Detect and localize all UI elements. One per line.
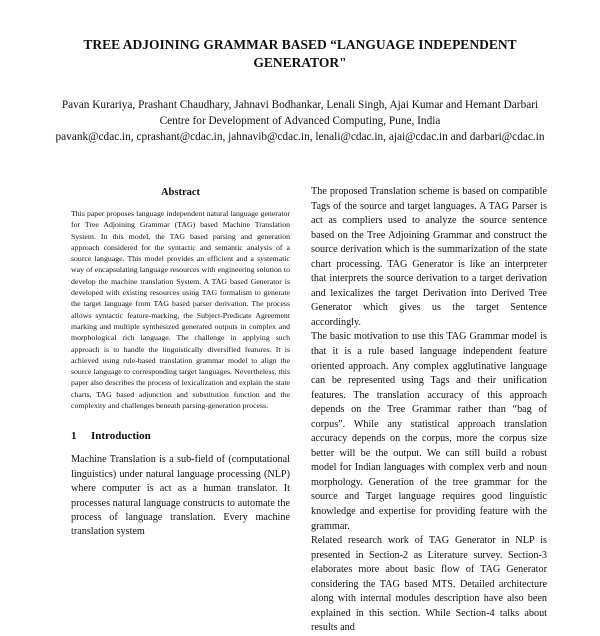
author-emails: pavank@cdac.in, cprashant@cdac.in, jahnavib@cdac.in, lenali@cdac.in, ajai@cdac.in and darbari@cdac.in bbox=[55, 131, 545, 143]
author-block bbox=[10, 97, 590, 145]
author-names: Pavan Kurariya, Prashant Chaudhary, Jahnavi Bodhankar, Lenali Singh, Ajai Kumar and Hemant Darbari bbox=[61, 99, 539, 111]
introduction-heading bbox=[71, 429, 290, 443]
section-title: Introduction bbox=[91, 430, 151, 443]
paragraph-related-work: Related research work of TAG Generator in NLP is presented in Section-2 as Literature survey. Section-3 elaborates more about basic flow of TAG Generator considering the TAG based MTS. Detailed architecture along with internal modules description have also been explained in this section. While Section-4 talks about results and bbox=[311, 535, 547, 634]
left-column bbox=[71, 186, 290, 540]
introduction-body: Machine Translation is a sub-field of (computational linguistics) under natural language processing (NLP) where computer is act as a human translator. It processes natural language constructs to automate the process of language translation. Every machine translation system bbox=[71, 454, 290, 538]
paper-title: TREE ADJOINING GRAMMAR BASED “LANGUAGE INDEPENDENT GENERATOR" bbox=[83, 37, 517, 70]
author-affiliation: Centre for Development of Advanced Computing, Pune, India bbox=[159, 115, 441, 127]
abstract-body: This paper proposes language independent natural language generator for Tree Adjoining Grammar (TAG) based Machine Translation System. In this model, the TAG based parsing and generation approach considered for the syntactic and semantic analysis of a source language. This model provides an efficient and a systematic way of encapsulating language resources with engineering solution to develop the machine translation System. A TAG based Generator is developed with existing resources using TAG formalism to generate the target language from TAG based parser derivation. The process allows syntactic feature-marking, the Subject-Predicate Agreement marking and multiple synthesized generated outputs in complex and morphological rich language. The challenge in applying such approach is to handle the linguistically diversified features. It is achieved using rule-based translation grammar model to align the source language to corresponding target languages. Nevertheless, this paper also describes the process of lexicalization and explain the state charts, TAG based adjunction and substitution function and the complexity and challenges beneath parsing-generation process. bbox=[71, 209, 290, 411]
abstract-heading: Abstract bbox=[160, 187, 201, 198]
paragraph-translation-scheme: The proposed Translation scheme is based on compatible Tags of the source and target languages. A TAG Parser is act as compliers used to analyze the source sentence based on the Tree Adjoining Grammar and construct the source derivation which is the summarization of the state chart processing. TAG Generator is like an interpreter that interprets the source derivation to a target derivation and lexicalizes the target Derivation into Derived Tree Generator which gives us the target Sentence accordingly. bbox=[311, 186, 547, 328]
section-number: 1 bbox=[71, 430, 77, 443]
paragraph-motivation: The basic motivation to use this TAG Grammar model is that it is a rule based language independent feature oriented approach. Any complex agglutinative language can be represented using Tags and their unification features. The translation accuracy of this approach depends on the Tree Grammar rather than “bag of corpus”. While any statistical approach translation accuracy depends on the corpus, more the corpus size better will be the output. We can still build a robust model for Indian languages with complex verb and noun morphology. Generation of the tree grammar for the source and Target language requires good linguistic knowledge and expertise for providing feature with the grammar. bbox=[311, 331, 547, 532]
right-column bbox=[311, 185, 547, 636]
